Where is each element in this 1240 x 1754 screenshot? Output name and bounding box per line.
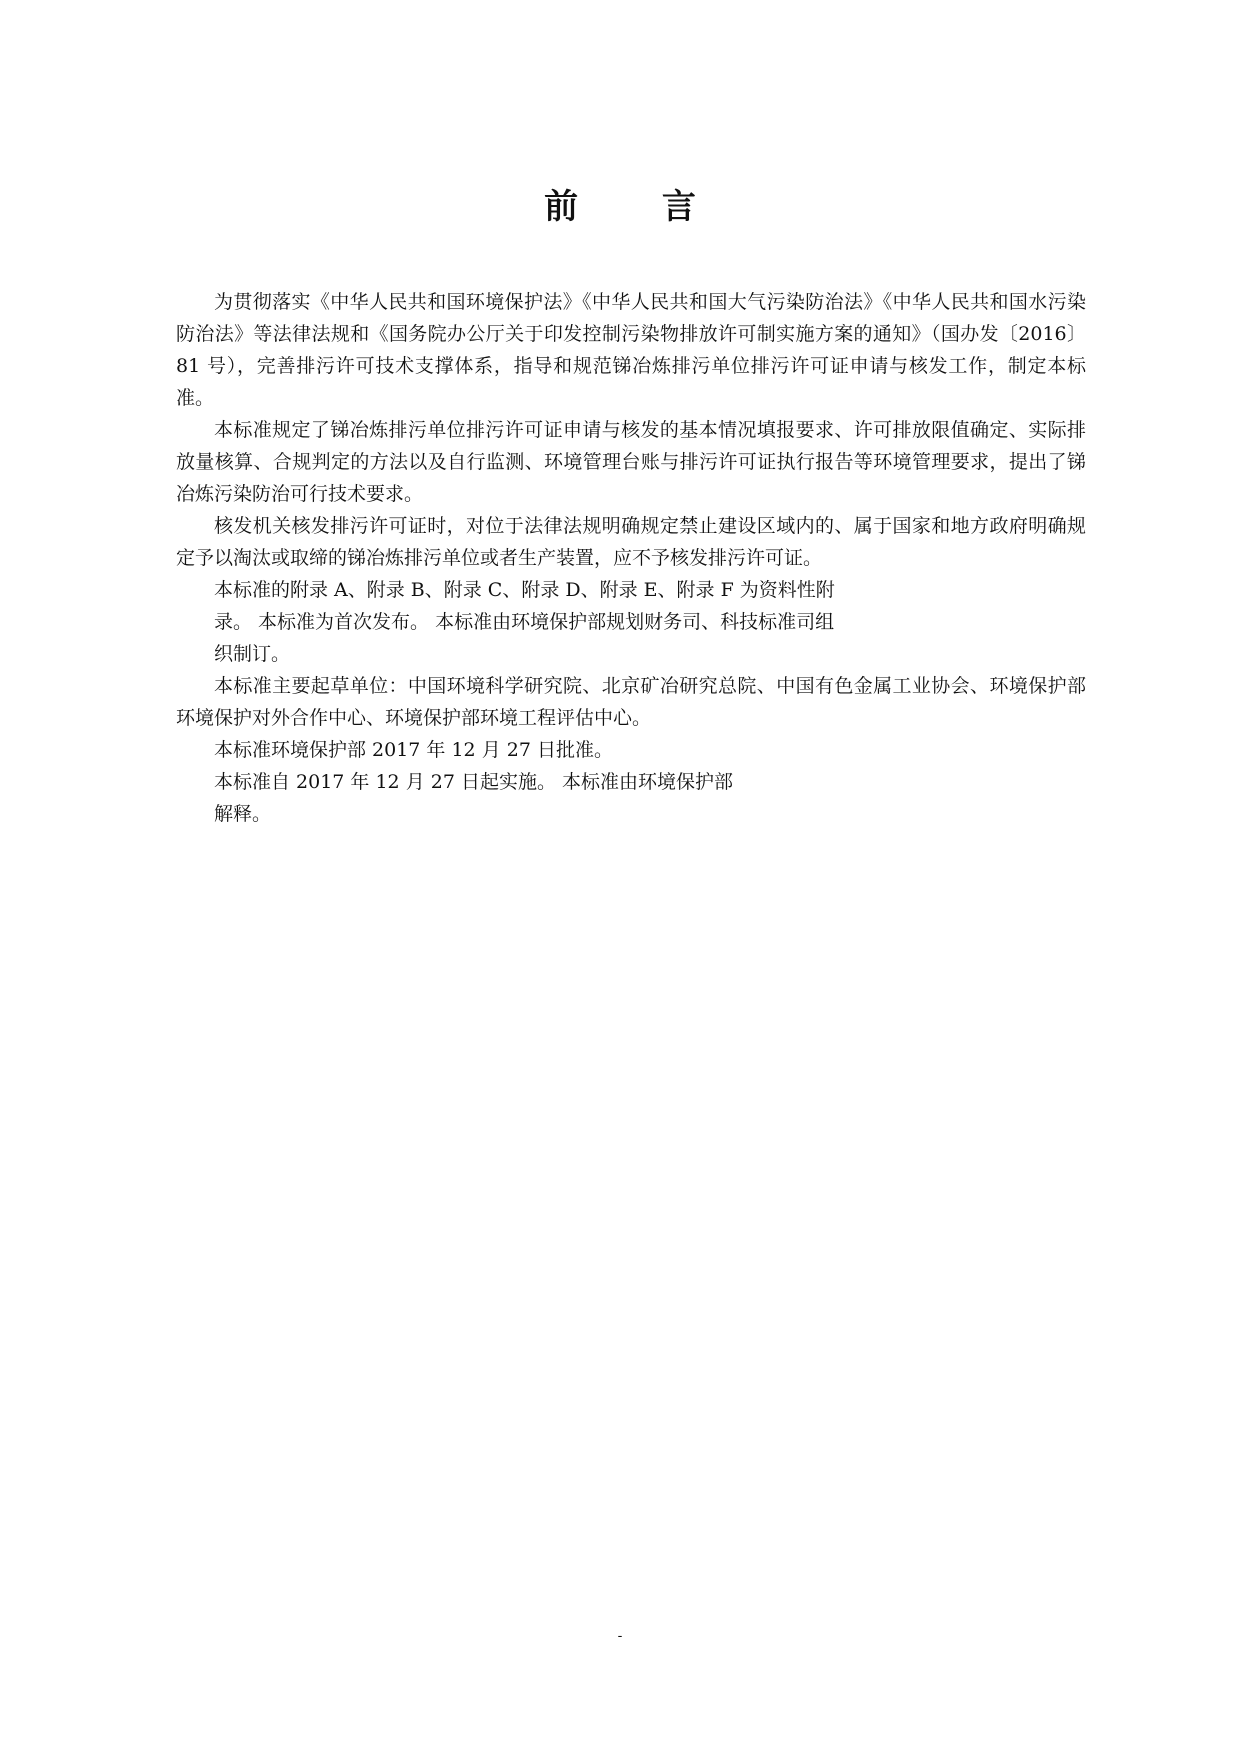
page-footer-mark: - <box>617 1628 623 1644</box>
paragraph-purpose: 为贯彻落实《中华人民共和国环境保护法》《中华人民共和国大气污染防治法》《中华人民共和国水污染防治法》等法律法规和《国务院办公厅关于印发控制污染物排放许可制实施方案的通知》（国办发〔2016〕81 号），完善排污许可技术支撑体系，指导和规范锑冶炼排污单位排污许可证申请与核发工作，制定本标准。 <box>176 291 1086 409</box>
document-body <box>176 286 1086 830</box>
text-line-appendix: 本标准的附录 A、附录 B、附录 C、附录 D、附录 E、附录 F 为资料性附 <box>214 579 835 601</box>
text-line-effective-date: 本标准自 2017 年 12 月 27 日起实施。 本标准由环境保护部 <box>214 771 733 793</box>
text-line-organized: 织制订。 <box>214 643 291 665</box>
page-title: 前 言 <box>544 186 732 227</box>
paragraph-drafters: 本标准主要起草单位：中国环境科学研究院、北京矿冶研究总院、中国有色金属工业协会、环境保护部环境保护对外合作中心、环境保护部环境工程评估中心。 <box>176 675 1086 729</box>
text-line-first-release: 录。 本标准为首次发布。 本标准由环境保护部规划财务司、科技标准司组 <box>214 611 835 633</box>
paragraph-scope: 本标准规定了锑冶炼排污单位排污许可证申请与核发的基本情况填报要求、许可排放限值确定、实际排放量核算、合规判定的方法以及自行监测、环境管理台账与排污许可证执行报告等环境管理要求，提出了锑冶炼污染防治可行技术要求。 <box>176 419 1086 505</box>
text-line-interpretation: 解释。 <box>214 803 272 825</box>
text-line-approval-date: 本标准环境保护部 2017 年 12 月 27 日批准。 <box>214 739 613 761</box>
paragraph-issuance: 核发机关核发排污许可证时，对位于法律法规明确规定禁止建设区域内的、属于国家和地方政府明确规定予以淘汰或取缔的锑冶炼排污单位或者生产装置，应不予核发排污许可证。 <box>176 515 1086 569</box>
